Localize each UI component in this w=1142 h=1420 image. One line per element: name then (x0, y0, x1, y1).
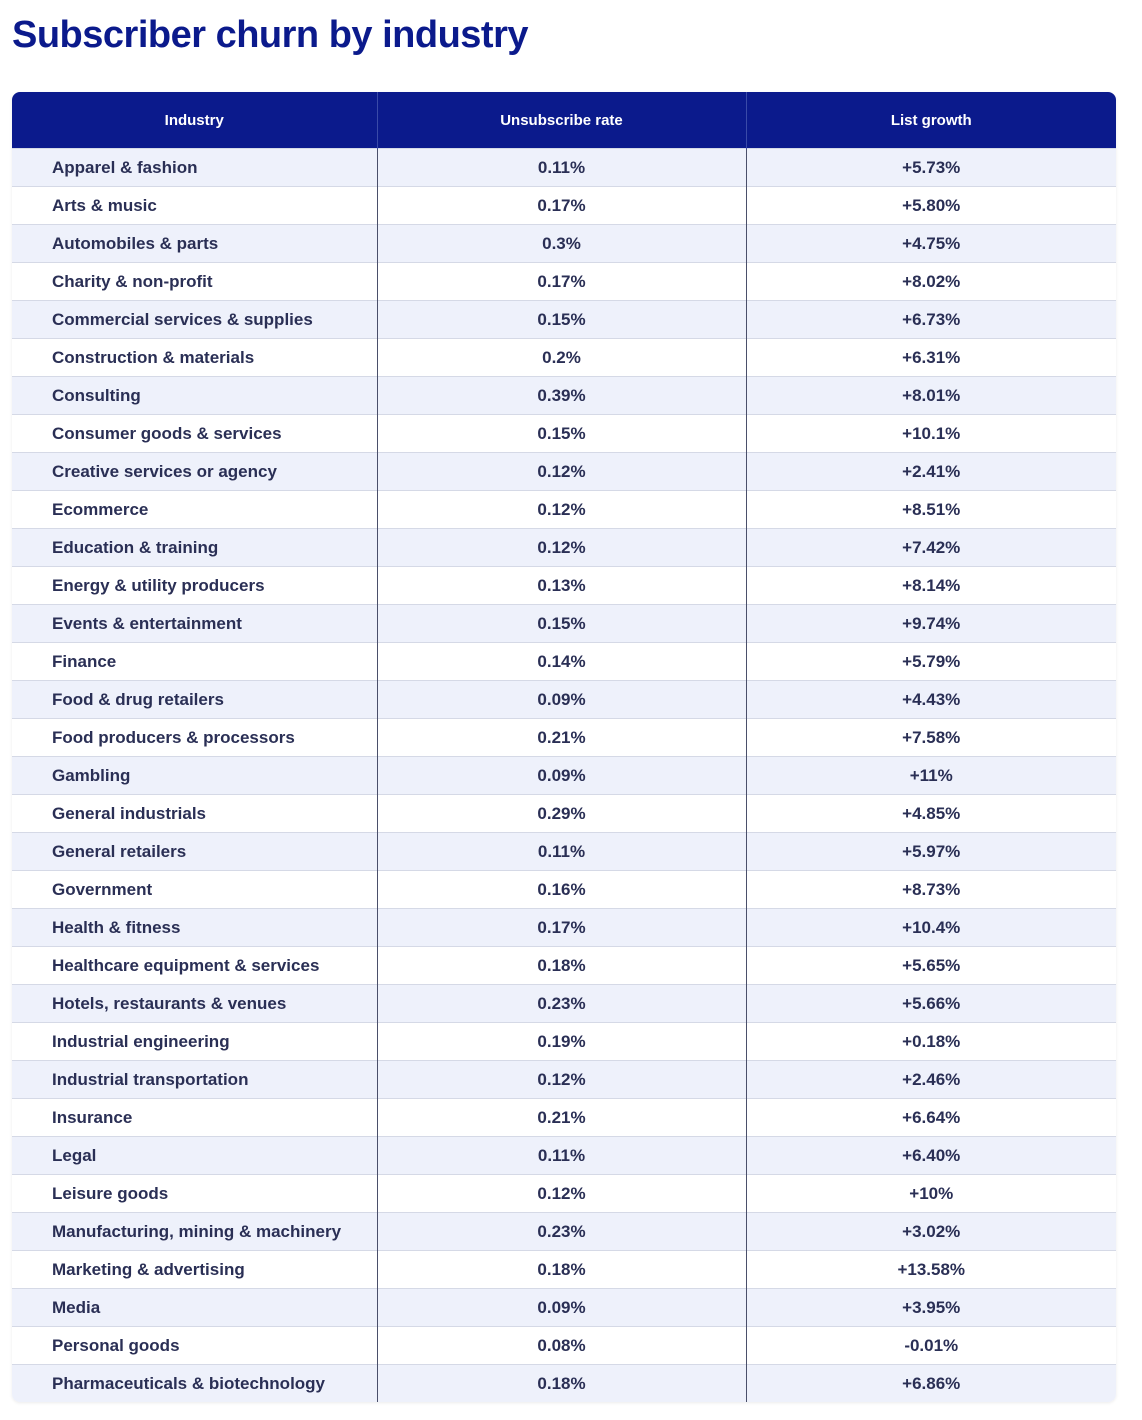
list-growth-cell: +8.14% (746, 567, 1116, 605)
unsubscribe-rate-cell: 0.08% (377, 1327, 746, 1365)
unsubscribe-rate-cell: 0.11% (377, 1137, 746, 1175)
list-growth-cell: +6.40% (746, 1137, 1116, 1175)
column-header-unsubscribe-rate: Unsubscribe rate (377, 92, 746, 149)
unsubscribe-rate-cell: 0.29% (377, 795, 746, 833)
industry-cell: Education & training (12, 529, 377, 567)
unsubscribe-rate-cell: 0.12% (377, 453, 746, 491)
industry-cell: Consumer goods & services (12, 415, 377, 453)
unsubscribe-rate-cell: 0.21% (377, 719, 746, 757)
industry-cell: Gambling (12, 757, 377, 795)
industry-cell: General industrials (12, 795, 377, 833)
industry-cell: Legal (12, 1137, 377, 1175)
unsubscribe-rate-cell: 0.17% (377, 263, 746, 301)
table-row (12, 719, 1116, 757)
list-growth-cell: +5.80% (746, 187, 1116, 225)
list-growth-cell: +13.58% (746, 1251, 1116, 1289)
industry-cell: Media (12, 1289, 377, 1327)
industry-cell: Construction & materials (12, 339, 377, 377)
list-growth-cell: +5.97% (746, 833, 1116, 871)
unsubscribe-rate-cell: 0.09% (377, 1289, 746, 1327)
table-header (12, 92, 1116, 149)
table-row (12, 1099, 1116, 1137)
industry-cell: Automobiles & parts (12, 225, 377, 263)
industry-cell: Creative services or agency (12, 453, 377, 491)
list-growth-cell: +3.02% (746, 1213, 1116, 1251)
unsubscribe-rate-cell: 0.15% (377, 301, 746, 339)
industry-cell: Government (12, 871, 377, 909)
list-growth-cell: +4.75% (746, 225, 1116, 263)
industry-cell: Energy & utility producers (12, 567, 377, 605)
table-row (12, 301, 1116, 339)
industry-cell: Finance (12, 643, 377, 681)
list-growth-cell: +2.46% (746, 1061, 1116, 1099)
list-growth-cell: +3.95% (746, 1289, 1116, 1327)
table-row (12, 225, 1116, 263)
list-growth-cell: +7.42% (746, 529, 1116, 567)
industry-cell: Insurance (12, 1099, 377, 1137)
industry-cell: Pharmaceuticals & biotechnology (12, 1365, 377, 1403)
header-row (12, 92, 1116, 149)
list-growth-cell: +10.1% (746, 415, 1116, 453)
table-row (12, 529, 1116, 567)
churn-table-card (12, 92, 1116, 1402)
table-row (12, 1061, 1116, 1099)
table-row (12, 1251, 1116, 1289)
list-growth-cell: +8.01% (746, 377, 1116, 415)
industry-cell: Hotels, restaurants & venues (12, 985, 377, 1023)
unsubscribe-rate-cell: 0.17% (377, 909, 746, 947)
list-growth-cell: +2.41% (746, 453, 1116, 491)
table-row (12, 605, 1116, 643)
industry-cell: Charity & non-profit (12, 263, 377, 301)
unsubscribe-rate-cell: 0.21% (377, 1099, 746, 1137)
table-row (12, 377, 1116, 415)
table-row (12, 643, 1116, 681)
list-growth-cell: +8.02% (746, 263, 1116, 301)
table-row (12, 909, 1116, 947)
industry-cell: Consulting (12, 377, 377, 415)
table-row (12, 1175, 1116, 1213)
unsubscribe-rate-cell: 0.16% (377, 871, 746, 909)
table-row (12, 415, 1116, 453)
table-row (12, 187, 1116, 225)
table-row (12, 1289, 1116, 1327)
table-row (12, 567, 1116, 605)
table-row (12, 833, 1116, 871)
unsubscribe-rate-cell: 0.19% (377, 1023, 746, 1061)
list-growth-cell: +4.85% (746, 795, 1116, 833)
table-row (12, 149, 1116, 187)
unsubscribe-rate-cell: 0.18% (377, 947, 746, 985)
list-growth-cell: +6.31% (746, 339, 1116, 377)
list-growth-cell: +5.79% (746, 643, 1116, 681)
list-growth-cell: +5.65% (746, 947, 1116, 985)
column-header-list-growth: List growth (746, 92, 1116, 149)
industry-cell: General retailers (12, 833, 377, 871)
list-growth-cell: +8.51% (746, 491, 1116, 529)
list-growth-cell: +6.73% (746, 301, 1116, 339)
unsubscribe-rate-cell: 0.15% (377, 415, 746, 453)
column-header-industry: Industry (12, 92, 377, 149)
industry-cell: Apparel & fashion (12, 149, 377, 187)
churn-table (12, 92, 1116, 1402)
table-row (12, 985, 1116, 1023)
unsubscribe-rate-cell: 0.39% (377, 377, 746, 415)
unsubscribe-rate-cell: 0.23% (377, 1213, 746, 1251)
unsubscribe-rate-cell: 0.3% (377, 225, 746, 263)
table-row (12, 1213, 1116, 1251)
industry-cell: Events & entertainment (12, 605, 377, 643)
list-growth-cell: +0.18% (746, 1023, 1116, 1061)
table-row (12, 1023, 1116, 1061)
industry-cell: Health & fitness (12, 909, 377, 947)
list-growth-cell: +6.64% (746, 1099, 1116, 1137)
list-growth-cell: +10% (746, 1175, 1116, 1213)
table-row (12, 339, 1116, 377)
industry-cell: Commercial services & supplies (12, 301, 377, 339)
unsubscribe-rate-cell: 0.14% (377, 643, 746, 681)
unsubscribe-rate-cell: 0.11% (377, 833, 746, 871)
unsubscribe-rate-cell: 0.12% (377, 491, 746, 529)
unsubscribe-rate-cell: 0.12% (377, 1061, 746, 1099)
industry-cell: Personal goods (12, 1327, 377, 1365)
industry-cell: Industrial transportation (12, 1061, 377, 1099)
industry-cell: Food & drug retailers (12, 681, 377, 719)
table-row (12, 453, 1116, 491)
table-row (12, 757, 1116, 795)
table-row (12, 795, 1116, 833)
table-row (12, 263, 1116, 301)
unsubscribe-rate-cell: 0.13% (377, 567, 746, 605)
list-growth-cell: +9.74% (746, 605, 1116, 643)
list-growth-cell: +4.43% (746, 681, 1116, 719)
industry-cell: Industrial engineering (12, 1023, 377, 1061)
unsubscribe-rate-cell: 0.11% (377, 149, 746, 187)
industry-cell: Manufacturing, mining & machinery (12, 1213, 377, 1251)
list-growth-cell: +7.58% (746, 719, 1116, 757)
table-row (12, 1365, 1116, 1403)
unsubscribe-rate-cell: 0.12% (377, 529, 746, 567)
unsubscribe-rate-cell: 0.09% (377, 757, 746, 795)
list-growth-cell: +10.4% (746, 909, 1116, 947)
unsubscribe-rate-cell: 0.15% (377, 605, 746, 643)
industry-cell: Ecommerce (12, 491, 377, 529)
table-row (12, 1137, 1116, 1175)
list-growth-cell: -0.01% (746, 1327, 1116, 1365)
industry-cell: Leisure goods (12, 1175, 377, 1213)
table-row (12, 681, 1116, 719)
page-title: Subscriber churn by industry (12, 14, 528, 56)
industry-cell: Food producers & processors (12, 719, 377, 757)
unsubscribe-rate-cell: 0.17% (377, 187, 746, 225)
industry-cell: Arts & music (12, 187, 377, 225)
table-row (12, 1327, 1116, 1365)
table-row (12, 871, 1116, 909)
list-growth-cell: +5.66% (746, 985, 1116, 1023)
unsubscribe-rate-cell: 0.18% (377, 1365, 746, 1403)
table-row (12, 947, 1116, 985)
list-growth-cell: +5.73% (746, 149, 1116, 187)
list-growth-cell: +8.73% (746, 871, 1116, 909)
table-body (12, 149, 1116, 1403)
industry-cell: Marketing & advertising (12, 1251, 377, 1289)
unsubscribe-rate-cell: 0.09% (377, 681, 746, 719)
unsubscribe-rate-cell: 0.2% (377, 339, 746, 377)
list-growth-cell: +11% (746, 757, 1116, 795)
unsubscribe-rate-cell: 0.18% (377, 1251, 746, 1289)
industry-cell: Healthcare equipment & services (12, 947, 377, 985)
list-growth-cell: +6.86% (746, 1365, 1116, 1403)
unsubscribe-rate-cell: 0.12% (377, 1175, 746, 1213)
table-row (12, 491, 1116, 529)
unsubscribe-rate-cell: 0.23% (377, 985, 746, 1023)
